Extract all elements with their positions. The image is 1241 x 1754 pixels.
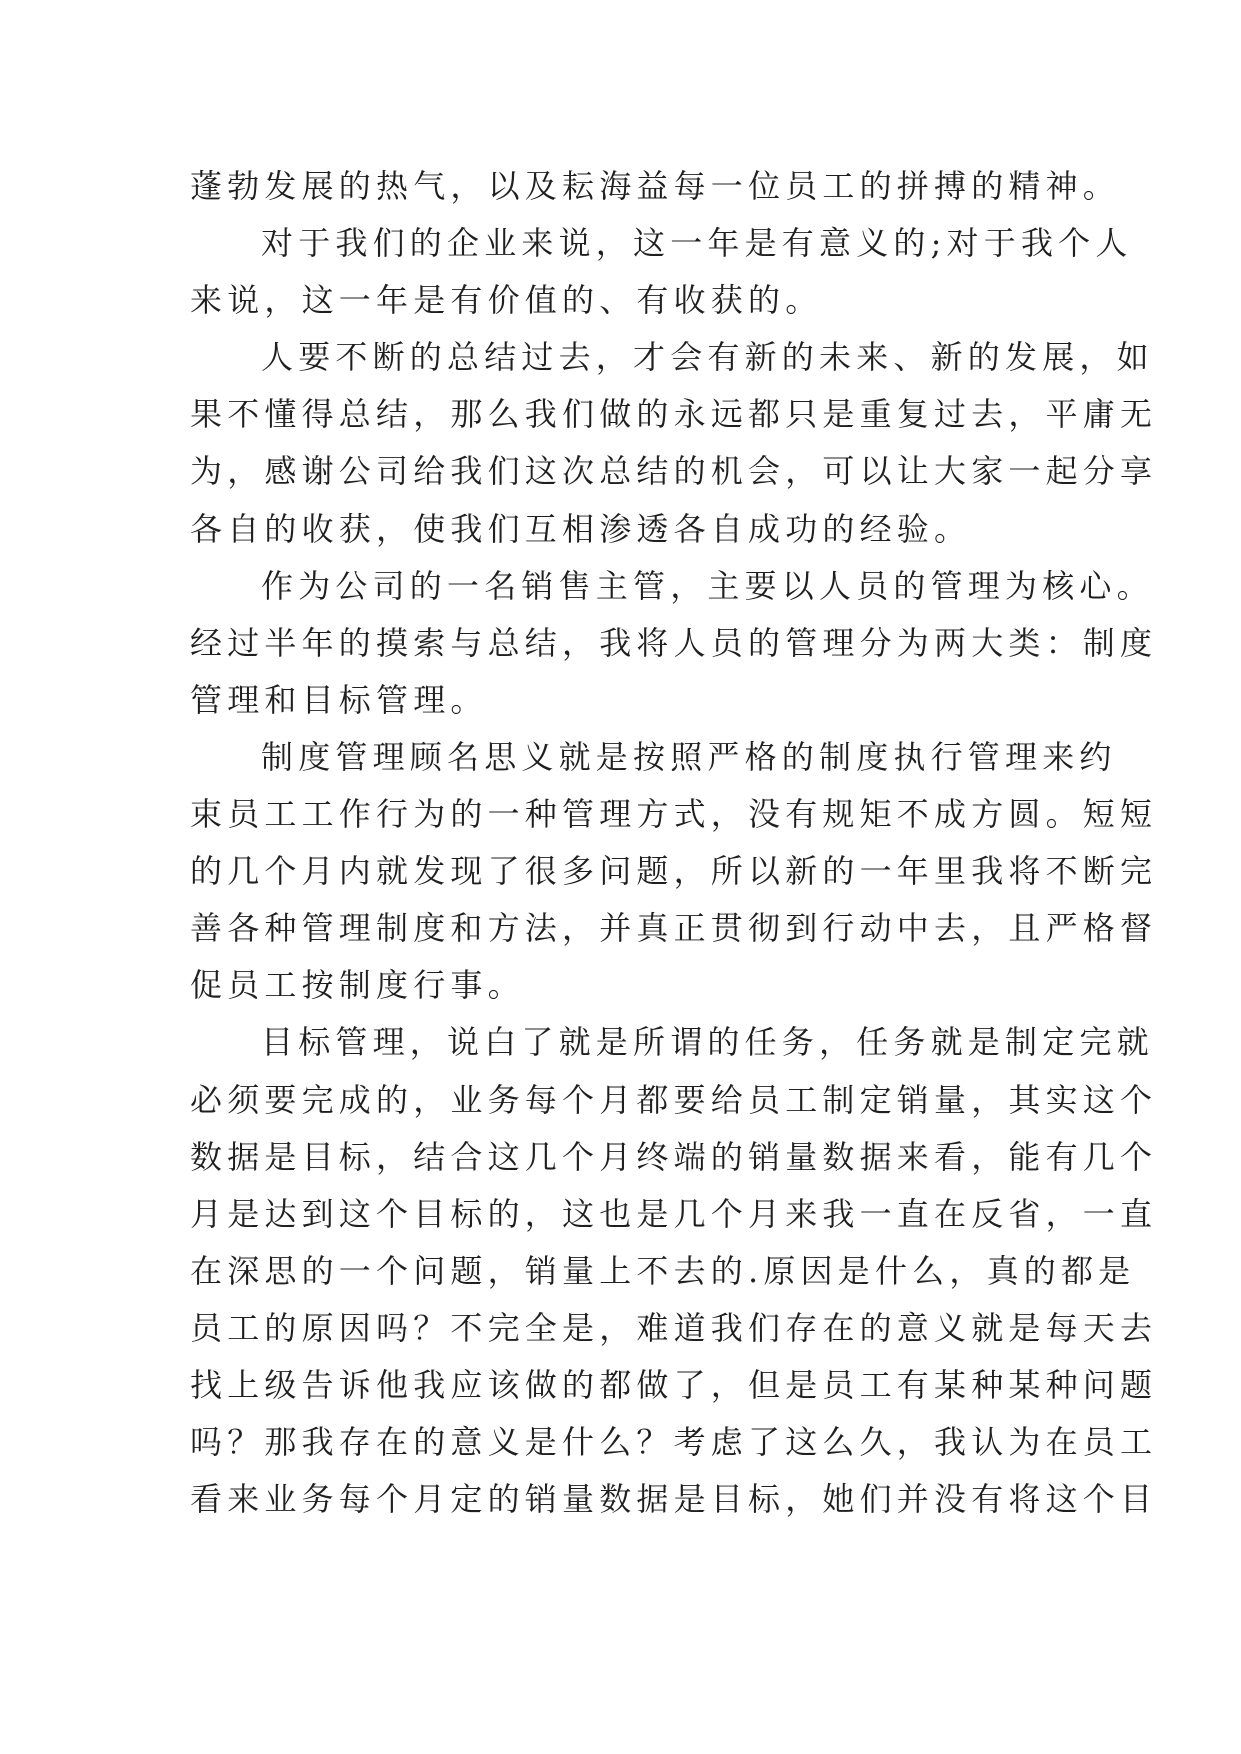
paragraph-first-line: 制度管理顾名思义就是按照严格的制度执行管理来约 <box>261 737 1117 776</box>
text-line: 蓬勃发展的热气，以及耘海益每一位员工的拼搏的精神。 <box>190 167 1121 205</box>
text-line: 的几个月内就发现了很多问题，所以新的一年里我将不断完 <box>190 852 1158 891</box>
text-line: 果不懂得总结，那么我们做的永远都只是重复过去，平庸无 <box>190 395 1158 434</box>
text-line: 在深思的一个问题，销量上不去的.原因是什么，真的都是 <box>190 1251 1136 1290</box>
text-line: 善各种管理制度和方法，并真正贯彻到行动中去，且严格督 <box>190 909 1158 948</box>
text-line: 束员工工作行为的一种管理方式，没有规矩不成方圆。短短 <box>190 795 1158 834</box>
text-line: 员工的原因吗？不完全是，难道我们存在的意义就是每天去 <box>190 1308 1158 1347</box>
text-line: 看来业务每个月定的销量数据是目标，她们并没有将这个目 <box>190 1480 1158 1519</box>
text-line: 月是达到这个目标的，这也是几个月来我一直在反省，一直 <box>190 1194 1158 1233</box>
text-line: 吗？那我存在的意义是什么？考虑了这么久，我认为在员工 <box>190 1423 1158 1462</box>
paragraph-first-line: 目标管理，说白了就是所谓的任务，任务就是制定完就 <box>261 1023 1154 1062</box>
text-line: 各自的收获，使我们互相渗透各自成功的经验。 <box>190 509 972 548</box>
text-line: 经过半年的摸索与总结，我将人员的管理分为两大类：制度 <box>190 623 1158 662</box>
text-line: 来说，这一年是有价值的、有收获的。 <box>190 281 823 320</box>
text-line: 为，感谢公司给我们这次总结的机会，可以让大家一起分享 <box>190 452 1158 491</box>
text-line: 管理和目标管理。 <box>190 680 488 719</box>
text-line: 数据是目标，结合这几个月终端的销量数据来看，能有几个 <box>190 1137 1158 1176</box>
body-text <box>190 158 1158 1528</box>
text-line: 促员工按制度行事。 <box>190 966 525 1005</box>
paragraph-first-line: 人要不断的总结过去，才会有新的未来、新的发展，如 <box>261 338 1154 377</box>
paragraph-first-line: 作为公司的一名销售主管，主要以人员的管理为核心。 <box>261 566 1154 605</box>
text-line: 必须要完成的，业务每个月都要给员工制定销量，其实这个 <box>190 1080 1158 1119</box>
paragraph-first-line: 对于我们的企业来说，这一年是有意义的;对于我个人 <box>261 224 1133 263</box>
text-line: 找上级告诉他我应该做的都做了，但是员工有某种某种问题 <box>190 1365 1158 1404</box>
